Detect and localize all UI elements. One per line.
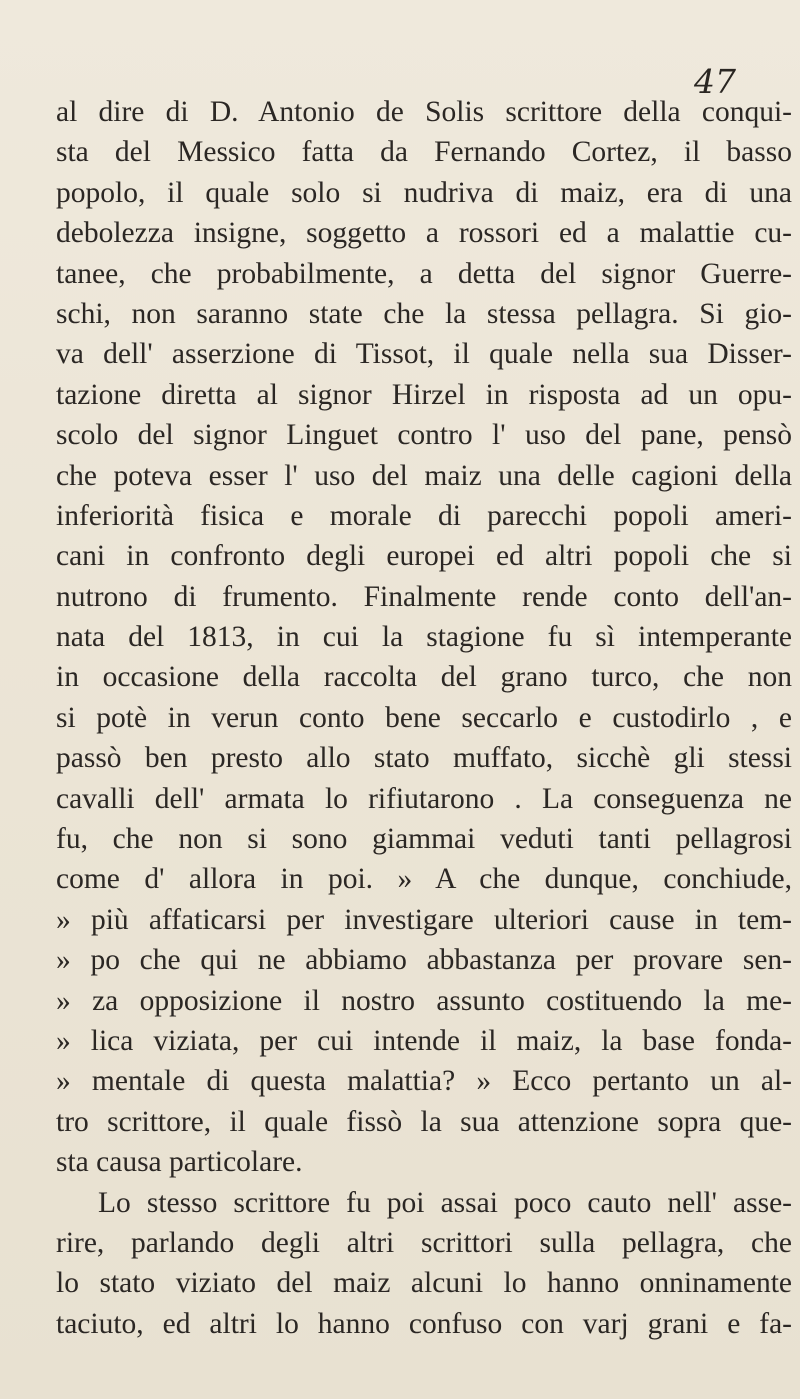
text-line: nata del 1813, in cui la stagione fu sì intemperante [56,621,792,654]
text-line: fu, che non si sono giammai veduti tanti pellagrosi [56,823,792,856]
text-line: » più affaticarsi per investigare ulteriori cause in tem- [56,903,792,936]
text-line: che poteva esser l' uso del maiz una delle cagioni della [56,459,792,492]
text-line: cavalli dell' armata lo rifiutarono . La conseguenza ne [56,782,792,815]
text-line: » po che qui ne abbiamo abbastanza per provare sen- [56,944,792,977]
text-line: come d' allora in poi. » A che dunque, conchiude, [56,863,792,896]
text-line: » mentale di questa malattia? » Ecco pertanto un al- [56,1065,792,1098]
text-line: popolo, il quale solo si nudriva di maiz, era di una [56,176,792,209]
page-number: 47 [694,62,736,101]
text-line: passò ben presto allo stato muffato, sicchè gli stessi [56,742,792,775]
text-line: schi, non saranno state che la stessa pellagra. Si gio- [56,297,792,330]
text-line: cani in confronto degli europei ed altri popoli che si [56,540,792,573]
text-line: si potè in verun conto bene seccarlo e custodirlo , e [56,701,792,734]
text-line: scolo del signor Linguet contro l' uso del pane, pensò [56,419,792,452]
text-line: in occasione della raccolta del grano turco, che non [56,661,792,694]
text-line: al dire di D. Antonio de Solis scrittore della conqui- [56,96,792,128]
text-line: inferiorità fisica e morale di parecchi popoli ameri- [56,499,792,532]
text-line: taciuto, ed altri lo hanno confuso con varj grani e fa- [56,1307,792,1340]
text-line: lo stato viziato del maiz alcuni lo hanno onninamente [56,1267,792,1300]
text-line: va dell' asserzione di Tissot, il quale nella sua Disser- [56,338,792,371]
text-line: Lo stesso scrittore fu poi assai poco cauto nell' asse- [98,1186,792,1219]
text-line: nutrono di frumento. Finalmente rende conto dell'an- [56,580,792,613]
text-line: sta causa particolare. [56,1146,303,1179]
body-text [56,92,792,1344]
text-line: » za opposizione il nostro assunto costituendo la me- [56,984,792,1017]
text-line: tazione diretta al signor Hirzel in risposta ad un opu- [56,378,792,411]
text-line: tanee, che probabilmente, a detta del signor Guerre- [56,257,792,290]
text-line: tro scrittore, il quale fissò la sua attenzione sopra que- [56,1105,792,1138]
text-line: rire, parlando degli altri scrittori sulla pellagra, che [56,1226,792,1259]
text-line: sta del Messico fatta da Fernando Cortez, il basso [56,136,792,169]
text-line: » lica viziata, per cui intende il maiz, la base fonda- [56,1024,792,1057]
text-line: debolezza insigne, soggetto a rossori ed a malattie cu- [56,217,792,250]
